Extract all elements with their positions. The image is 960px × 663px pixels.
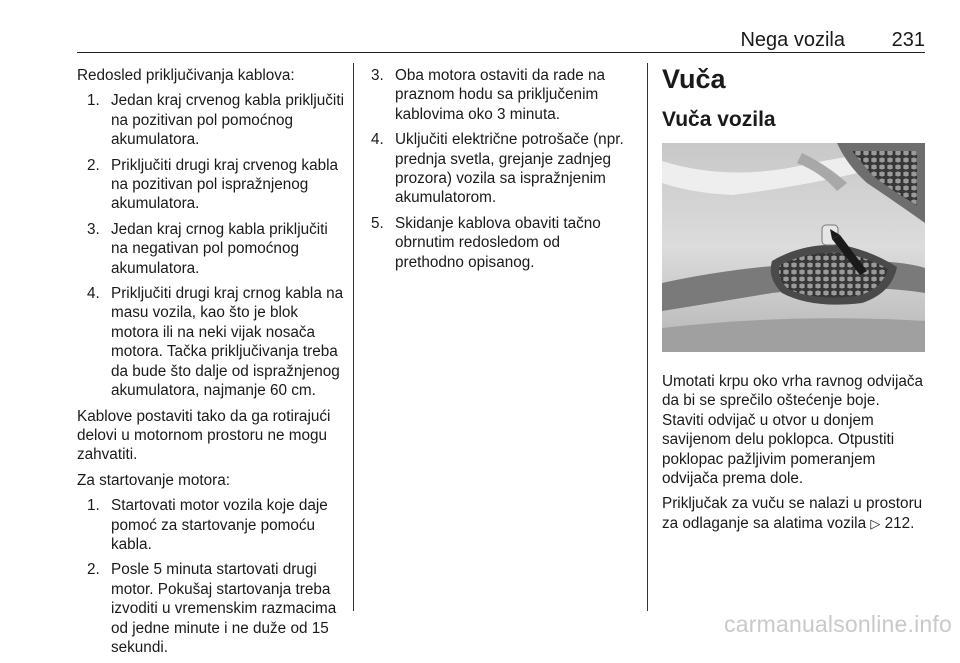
start-intro: Za startovanje motora: [77,471,231,489]
subsection-heading: Vuča vozila [662,108,776,131]
list-text: Jedan kraj crnog kabla priključiti na negativan pol pomoćnog akumulatora. [111,220,328,277]
list-text: Skidanje kablova obaviti tačno obrnutim redosledom od prethodno opisanog. [395,214,601,271]
list-number: 2. [87,156,100,174]
list-text: Oba motora ostaviti da rade na praznom hodu sa priključenim kablovima oko 3 minuta. [395,67,606,123]
list-item [87,496,347,554]
cable-order-list [77,91,347,400]
list-number: 1. [87,497,100,515]
list-number: 4. [371,131,384,149]
tow-hook-cover-photo [662,143,925,352]
page-header [77,25,925,53]
list-text: Priključiti drugi kraj crnog kabla na masu vozila, kao što je blok motora ili na neki vijak nosača motora. Tačka priključivanja treba da bude što dalje od ispražnjenog akumulatora, najmanje 60 cm. [111,285,344,400]
list-text: Posle 5 minuta startovati drugi motor. Pokušaj startovanja treba izvoditi u vremenskim razmacima od jedne minute i ne duže od 15 sekundi. [111,561,337,656]
list-number: 3. [87,220,100,238]
list-number: 1. [87,92,100,110]
list-number: 3. [371,67,384,84]
reference-page[interactable]: 212. [884,514,915,532]
list-text: Startovati motor vozila koje daje pomoć za startovanje pomoću kabla. [111,497,328,553]
column-divider [647,63,648,611]
list-item [87,91,347,149]
cable-placement-paragraph: Kablove postaviti tako da ga rotirajući delovi u motornom prostoru ne mogu zahvatiti. [77,407,331,464]
cable-order-intro: Redosled priključivanja kablova: [77,67,295,84]
list-item [371,214,633,272]
page-number: 231 [891,29,925,51]
column-middle [371,66,633,278]
column-right [662,66,925,540]
list-text: Jedan kraj crvenog kabla priključiti na pozitivan pol pomoćnog akumulatora. [111,92,344,149]
list-number: 4. [87,285,100,303]
arrow-reference-icon: ▷ [870,516,881,532]
list-item [371,66,633,124]
list-text: Priključiti drugi kraj crvenog kabla na pozitivan pol ispražnjenog akumulatora. [111,156,338,213]
section-heading: Vuča [662,64,726,94]
list-item [87,156,347,214]
list-number: 5. [371,214,384,232]
list-item [87,220,347,278]
column-divider [353,63,354,611]
instruction-paragraph: Umotati krpu oko vrha ravnog odvijača da bi se sprečilo oštećenje boje. Staviti odvijač u otvor u donjem savijenom delu poklopca. Otpustiti poklopac pažljivim pomeranjem odvijača prema dole. [662,373,924,488]
section-title: Nega vozila [740,29,845,51]
list-item [87,284,347,400]
column-left [77,66,347,663]
list-text: Uključiti električne potrošače (npr. prednja svetla, grejanje zadnjeg prozora) vozila sa ispražnjenim akumulatorom. [395,131,624,207]
site-watermark: carmanualsonline.info [724,611,952,637]
start-steps-continued-list [371,66,633,272]
list-item [371,130,633,208]
list-item [87,560,347,657]
tow-location-text: Priključak za vuču se nalazi u prostoru za odlaganje sa alatima vozila [662,495,923,532]
start-steps-list [77,496,347,657]
tow-location-paragraph [662,494,925,534]
list-number: 2. [87,561,100,579]
